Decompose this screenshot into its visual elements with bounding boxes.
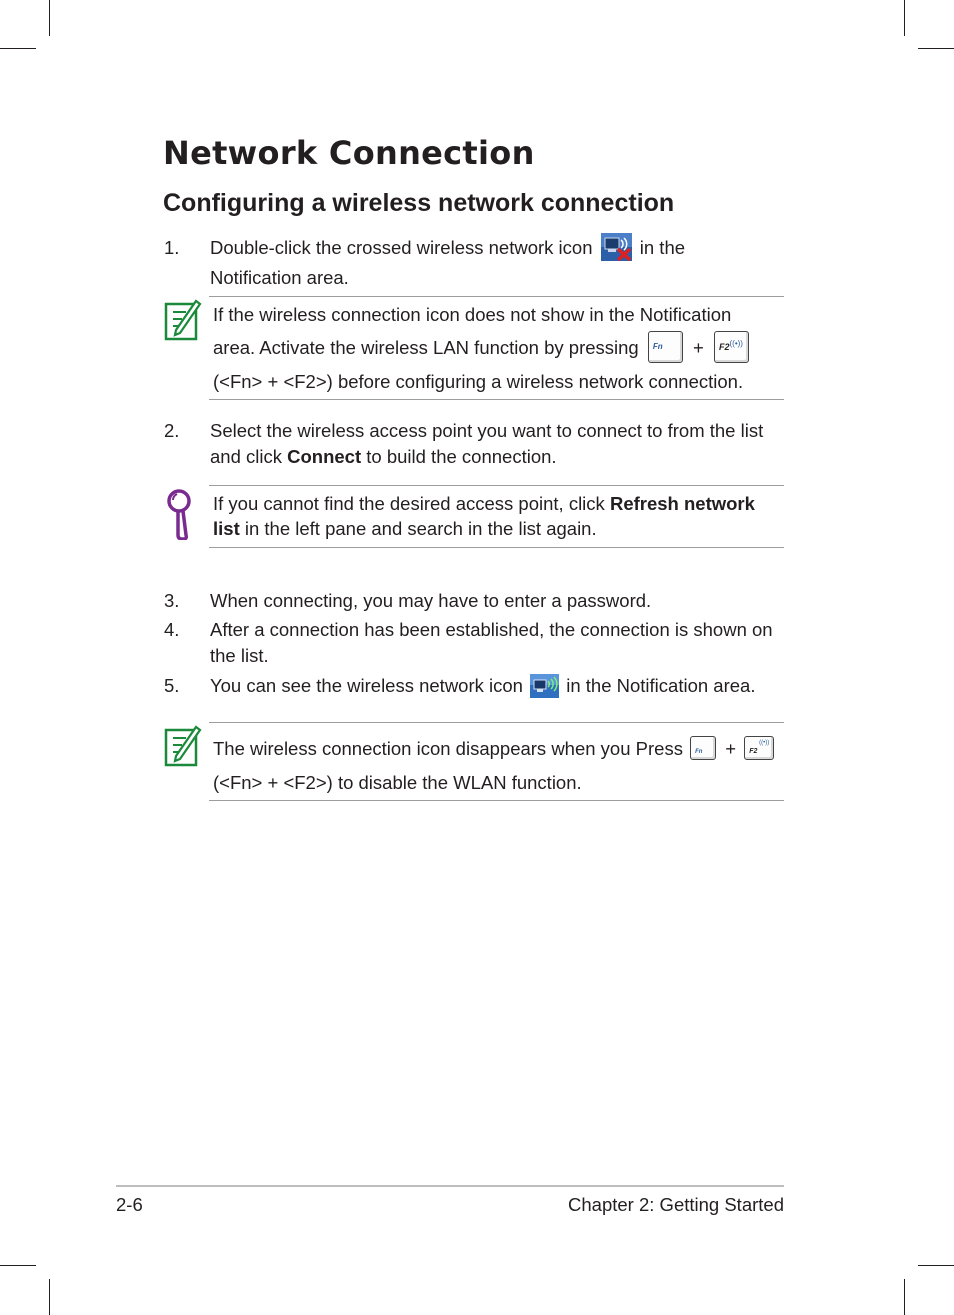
crop-mark <box>49 0 50 36</box>
step-5-line <box>210 673 755 699</box>
fn-key-label: Fn <box>652 342 663 352</box>
step-2-number: 2. <box>164 420 180 441</box>
note-2-rule-top <box>209 722 784 723</box>
note-2-line-2: (<Fn> + <F2>) to disable the WLAN function. <box>213 772 582 793</box>
step-5-text-b: in the Notification area. <box>566 675 756 696</box>
tip-icon <box>166 488 194 545</box>
step-1-text-b: in the <box>639 237 686 258</box>
crossed-wireless-network-icon <box>600 232 633 262</box>
wireless-glyph-icon: ((•)) <box>759 740 770 747</box>
footer-rule <box>116 1185 784 1187</box>
crop-mark <box>918 1265 954 1266</box>
note-2-rule-bottom <box>209 800 784 801</box>
step-1-text-c: Notification area. <box>210 267 349 288</box>
step-1-number: 1. <box>164 237 180 258</box>
crop-mark <box>904 1279 905 1315</box>
f2-key-icon <box>714 331 749 363</box>
step-2-line-1: Select the wireless access point you want to connect to from the list <box>210 420 764 441</box>
step-2-line-2 <box>210 444 557 470</box>
page-title: Network Connection <box>163 134 535 172</box>
tip-rule-bottom <box>209 547 784 548</box>
chapter-title: Chapter 2: Getting Started <box>568 1194 784 1215</box>
f2-key-label: F2 <box>718 342 730 353</box>
f2-key-icon <box>744 736 774 760</box>
fn-key-label: Fn <box>695 749 703 756</box>
note-1-line-2 <box>213 335 749 363</box>
step-5-number: 5. <box>164 675 180 696</box>
section-subtitle: Configuring a wireless network connection <box>163 189 675 217</box>
crop-mark <box>0 48 36 49</box>
fn-key-icon <box>690 736 716 760</box>
note-2-plus: + <box>725 738 737 759</box>
note-icon <box>164 724 202 773</box>
note-2-text: The wireless connection icon disappears when you Press <box>213 738 683 759</box>
wireless-network-icon <box>530 674 559 698</box>
step-4-number: 4. <box>164 619 180 640</box>
fn-key-icon <box>648 331 683 363</box>
note-icon <box>164 298 202 347</box>
note-1-plus: + <box>693 337 704 358</box>
crop-mark <box>904 0 905 36</box>
page-number: 2-6 <box>116 1194 143 1215</box>
step-2-text-b: to build the connection. <box>366 446 557 467</box>
step-1-line-1 <box>210 235 685 262</box>
note-rule-bottom <box>209 399 784 400</box>
step-1-text-a: Double-click the crossed wireless network icon <box>210 237 593 258</box>
refresh-network-emphasis: Refresh network <box>609 493 755 514</box>
f2-key-label: F2 <box>749 748 758 756</box>
tip-rule-top <box>209 485 784 486</box>
step-4-line-1: After a connection has been established, the connection is shown on <box>210 619 773 640</box>
step-2-text-a: and click <box>210 446 282 467</box>
crop-mark <box>49 1279 50 1315</box>
note-1-line-2-text: area. Activate the wireless LAN function by pressing <box>213 337 639 358</box>
note-1-line-1: If the wireless connection icon does not show in the Notification <box>213 304 732 325</box>
step-4-line-2: the list. <box>210 645 269 666</box>
connect-emphasis: Connect <box>287 446 362 467</box>
tip-text-b: in the left pane and search in the list again. <box>244 518 597 539</box>
wireless-glyph-icon: ((•)) <box>729 339 743 349</box>
note-rule-top <box>209 296 784 297</box>
note-2-line-1 <box>213 736 774 762</box>
tip-line-1 <box>213 491 755 517</box>
step-3-text: When connecting, you may have to enter a password. <box>210 590 652 611</box>
crop-mark <box>918 48 954 49</box>
note-1-line-3: (<Fn> + <F2>) before configuring a wireless network connection. <box>213 371 744 392</box>
step-3-number: 3. <box>164 590 180 611</box>
list-emphasis: list <box>213 518 240 539</box>
crop-mark <box>0 1265 36 1266</box>
tip-text-a: If you cannot find the desired access point, click <box>213 493 605 514</box>
step-5-text-a: You can see the wireless network icon <box>210 675 523 696</box>
tip-line-2 <box>213 516 597 542</box>
